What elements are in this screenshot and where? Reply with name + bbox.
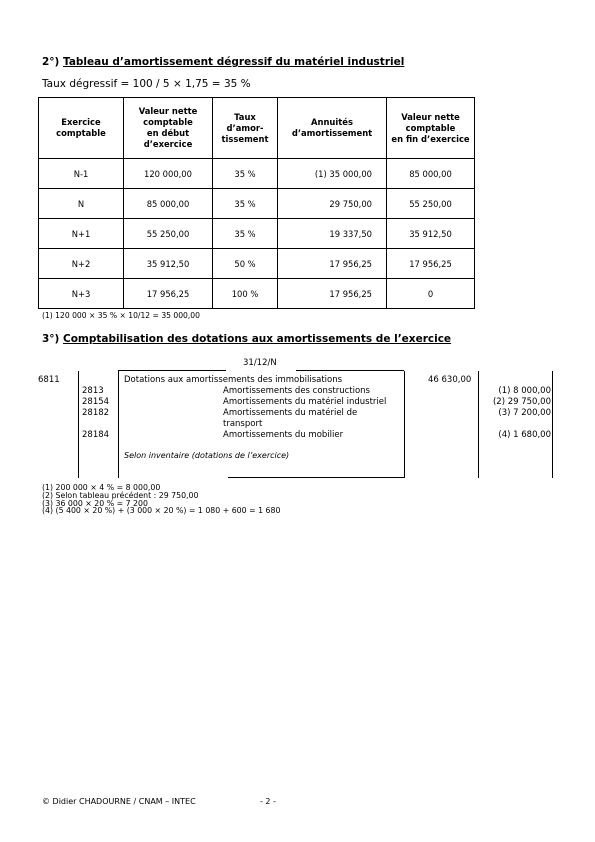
table-note: (1) 120 000 × 35 % × 10/12 = 35 000,00: [42, 311, 200, 320]
footer-author: © Didier CHADOURNE / CNAM – INTEC: [42, 797, 196, 806]
footnote: (3) 36 000 × 20 % = 7 200: [42, 498, 148, 508]
header-exercice: Exercice comptable: [39, 98, 124, 159]
cell-vnc-debut: 17 956,25: [124, 279, 213, 309]
section-3-heading: [42, 333, 451, 345]
section-title: Comptabilisation des dotations aux amortissements de l’exercice: [63, 333, 452, 345]
debit-label: Dotations aux amortissements des immobilisations: [124, 375, 343, 385]
credit-amount: (1) 8 000,00: [498, 386, 551, 396]
cell-taux: 50 %: [213, 249, 278, 279]
cell-taux: 35 %: [213, 219, 278, 249]
journal-vline: [118, 371, 119, 478]
footnote: (4) (5 400 × 20 %) + (3 000 × 20 %) = 1 080 + 600 = 1 680: [42, 506, 281, 516]
section-2-heading: [42, 56, 404, 68]
cell-taux: 35 %: [213, 159, 278, 189]
header-vnc-fin: Valeur nette comptable en fin d’exercice: [387, 98, 475, 159]
cell-exercice: N+3: [39, 279, 124, 309]
journal-comment: Selon inventaire (dotations de l’exercice): [124, 451, 290, 460]
footnote: (2) Selon tableau précédent : 29 750,00: [42, 490, 199, 500]
cell-vnc-debut: 85 000,00: [124, 189, 213, 219]
cell-annuite: 17 956,25: [278, 279, 387, 309]
table-row: [39, 249, 475, 279]
cell-annuite: (1) 35 000,00: [278, 159, 387, 189]
journal-vline: [552, 371, 553, 478]
section-number: 3°): [42, 333, 60, 345]
header-annuites: Annuités d’amortissement: [278, 98, 387, 159]
table-row: [39, 159, 475, 189]
footnotes: [42, 484, 280, 515]
cell-vnc-fin: 17 956,25: [387, 249, 475, 279]
table-row: [39, 219, 475, 249]
credit-label: Amortissements du mobilier: [223, 430, 344, 440]
debit-amount: 46 630,00: [428, 375, 472, 385]
journal-date-rule-left: [118, 370, 226, 371]
cell-vnc-fin: 55 250,00: [387, 189, 475, 219]
credit-account: 2813: [82, 386, 104, 396]
cell-vnc-fin: 0: [387, 279, 475, 309]
journal-bottom-rule: [228, 477, 404, 478]
debit-account: 6811: [38, 375, 60, 385]
credit-account: 28184: [82, 430, 110, 440]
credit-label: Amortissements du matériel de: [223, 408, 358, 418]
cell-exercice: N+2: [39, 249, 124, 279]
credit-label: Amortissements du matériel industriel: [223, 397, 387, 407]
cell-vnc-debut: 35 912,50: [124, 249, 213, 279]
journal-vline: [78, 371, 79, 478]
credit-account: 28154: [82, 397, 110, 407]
table-row: [39, 189, 475, 219]
journal-date-rule-right: [296, 370, 404, 371]
credit-label: Amortissements des constructions: [223, 386, 370, 396]
cell-taux: 35 %: [213, 189, 278, 219]
section-title: Tableau d’amortissement dégressif du matériel industriel: [63, 56, 405, 68]
cell-vnc-debut: 55 250,00: [124, 219, 213, 249]
journal-date: 31/12/N: [243, 358, 277, 368]
cell-annuite: 29 750,00: [278, 189, 387, 219]
cell-vnc-debut: 120 000,00: [124, 159, 213, 189]
cell-vnc-fin: 35 912,50: [387, 219, 475, 249]
credit-account: 28182: [82, 408, 110, 418]
cell-exercice: N-1: [39, 159, 124, 189]
cell-exercice: N: [39, 189, 124, 219]
taux-degressif: Taux dégressif = 100 / 5 × 1,75 = 35 %: [42, 78, 251, 90]
cell-annuite: 19 337,50: [278, 219, 387, 249]
amortization-table: [38, 97, 475, 309]
cell-exercice: N+1: [39, 219, 124, 249]
journal-vline: [478, 371, 479, 478]
header-taux: Taux d’amor- tissement: [213, 98, 278, 159]
table-row: [39, 279, 475, 309]
footnote: (1) 200 000 × 4 % = 8 000,00: [42, 483, 161, 492]
footer-page-number: - 2 -: [260, 797, 276, 806]
credit-amount: (4) 1 680,00: [498, 430, 551, 440]
cell-taux: 100 %: [213, 279, 278, 309]
journal-vline: [404, 371, 405, 478]
credit-amount: (3) 7 200,00: [498, 408, 551, 418]
cell-annuite: 17 956,25: [278, 249, 387, 279]
table-header-row: [39, 98, 475, 159]
header-vnc-debut: Valeur nette comptable en début d’exercice: [124, 98, 213, 159]
cell-vnc-fin: 85 000,00: [387, 159, 475, 189]
credit-label-cont: transport: [223, 419, 263, 429]
credit-amount: (2) 29 750,00: [492, 397, 551, 407]
section-number: 2°): [42, 56, 60, 68]
